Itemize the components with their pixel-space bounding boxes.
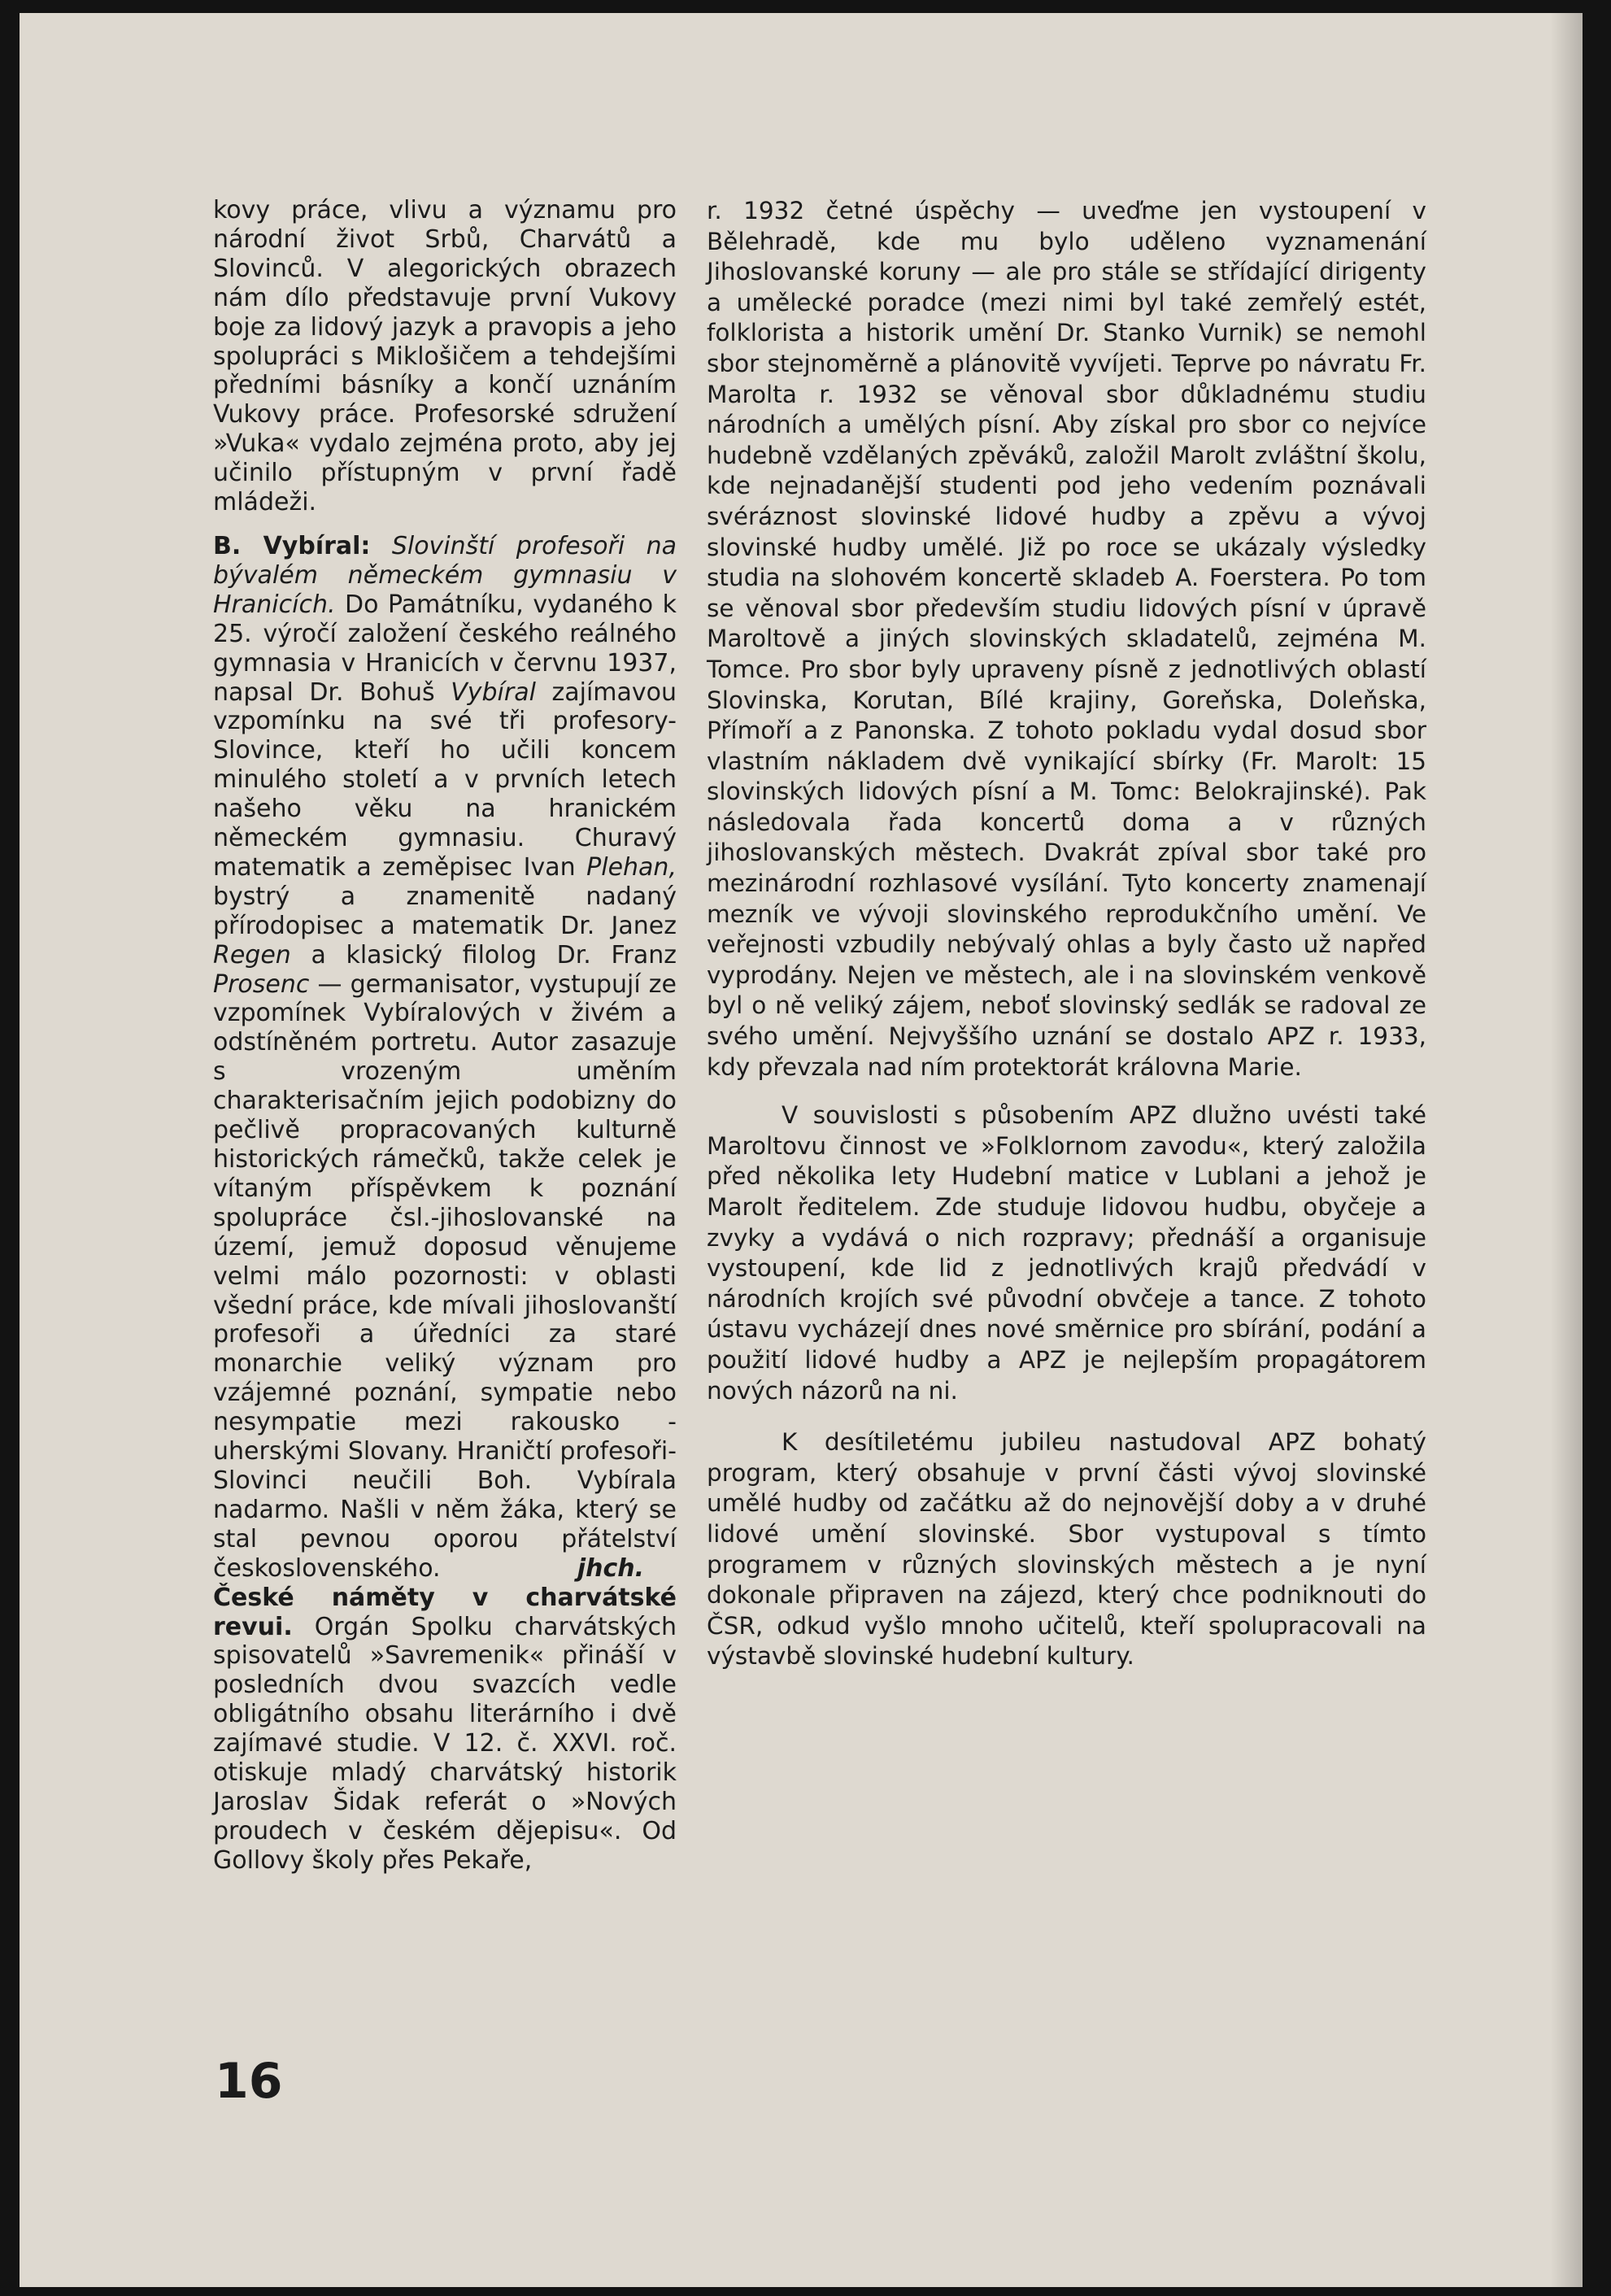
page-number: 16 [215,2053,283,2110]
article-text: Orgán Spolku charvátských spisovatelů »Savremenik« přináší v posledních dvou svazcích vedle obligátního obsahu literárního i dvě zajímavé studie. V 12. č. XXVI. roč. otiskuje mladý charvátský historik Jaroslav Šidak referát o »Nových proudech v českém dějepisu«. Od Gollovy školy přes Pekaře, [213,1612,677,1875]
person-name: Vybíral [451,677,536,707]
article-author: B. Vybíral: [213,531,371,560]
section-heading: České náměty v charvátské revui. [213,1583,677,1641]
paragraph-folklore-institute: V souvislosti s působením APZ dlužno uvésti také Maroltovu činnost ve »Folklornom zavodu«, který založila před několika lety Hudební matice v Lublani a jehož je Marolt ředitelem. Zde studuje lidovou hudbu, obyčeje a zvyky a vydává o nich rozpravy; přednáší a organisuje vystoupení, kde lid z jednotlivých krajů předvádí v národních krojích své původní obvčeje a tance. Z tohoto ústavu vycházejí dnes nové směrnice pro sbírání, podání a použití lidové hudby a APZ je nejlepším propagátorem nových názorů na ni. [707,1101,1426,1405]
paragraph-apz-history: r. 1932 četné úspěchy — uveďme jen vystoupení v Bělehradě, kde mu bylo uděleno vyznamenání Jihoslovanské koruny — ale pro stále se střídající dirigenty a umělecké poradce (mezi nimi byl také zemřelý estét, folklorista a historik umění Dr. Stanko Vurnik) se nemohl sbor stejnoměrně a plánovitě vyvíjeti. Teprve po návratu Fr. Marolta r. 1932 se věnoval sbor důkladnému studiu národních a umělých písní. Aby získal pro sbor co nejvíce hudebně vzdělaných zpěváků, založil Marolt zvláštní školu, kde nejnadanější studenti pod jeho vedením poznávali svéráznost slovinské lidové hudby a zpěvu a vývoj slovinské hudby umělé. Již po roce se ukázaly výsledky studia na slohovém koncertě skladeb A. Foerstera. Po tom se věnoval sbor především studiu lidových písní v úpravě Maroltově a jiných slovinských skladatelů, zejména M. Tomce. Pro sbor byly upraveny písně z jednotlivých oblastí Slovinska, Korutan, Bílé krajiny, Goreňska, Doleňska, Přímoří a z Panonska. Z tohoto pokladu vydal dosud sbor vlastním nákladem dvě vynikající sbírky (Fr. Marolt: 15 slovinských lidových písní a M. Tomc: Belokrajinské). Pak následovala řada koncertů doma a v různých jihoslovanských městech. Dvakrát zpíval sbor také pro mezinárodní rozhlasové vysílání. Tyto koncerty znamenají mezník ve vývoji slovinského reprodukčního umění. Ve veřejnosti vzbudily nebývalý ohlas a byly často už napřed vyprodány. Nejen ve městech, ale i na slovinském venkově byl o ně veliký zájem, neboť slovinský sedlák se radoval ze svého umění. Nejvyššího uznání se dostalo APZ r. 1933, kdy převzala nad ním protektorát královna Marie. [707,197,1426,1081]
right-column [707,196,1426,1672]
paragraph-vuk-book: kovy práce, vlivu a významu pro národní život Srbů, Charvátů a Slovinců. V alegorických obrazech nám dílo představuje první Vukovy boje za lidový jazyk a pravopis a jeho spolupráci s Miklošičem a tehdejšími předními básníky a končí uznáním Vukovy práce. Profesorské sdružení »Vuka« vydalo zejména proto, aby jej učinilo přístupným v první řadě mládeži. [213,196,677,517]
left-column [213,196,677,1876]
article-text: bystrý a znamenitě nadaný přírodopisec a matematik Dr. Janez [213,882,677,940]
paragraph-croatian-revue [213,1584,677,1876]
paragraph-vybiral-article [213,532,677,1584]
author-signature: jhch. [577,1553,644,1583]
article-title: Slovinští profesoři na bývalém německém gymnasiu v Hranicích. [213,531,677,619]
article-text: — germanisator, vystupují ze vzpomínek Vybíralových v živém a odstíněném portretu. Autor zasazuje s vrozeným uměním charakterisačním jejich podobizny do pečlivě propracovaných kulturně historických rámečků, takže celek je vítaným příspěvkem k poznání spolupráce čsl.-jihoslovanské na území, jemuž doposud věnujeme velmi málo pozornosti: v oblasti všední práce, kde mívali jihoslovanští profesoři a úředníci za staré monarchie veliký význam pro vzájemné poznání, sympatie nebo nesympatie mezi rakousko - uherskými Slovany. Hraničtí profesoři-Slovinci neučili Boh. Vybírala nadarmo. Našli v něm žáka, který se stal pevnou oporou přátelství československého. [213,969,677,1583]
article-text: Do Památníku, vydaného k 25. výročí založení českého reálného gymnasia v Hranicích v červnu 1937, napsal Dr. Bohuš [213,590,677,707]
book-page [20,13,1583,2287]
person-name: Plehan, [586,852,677,882]
paragraph-jubilee-program: K desítiletému jubileu nastudoval APZ bohatý program, který obsahuje v první části vývoj slovinské umělé hudby od začátku až do nejnovější doby a v druhé lidové umění slovinské. Sbor vystupoval s tímto programem v různých slovinských městech a je nyní dokonale připraven na zájezd, který chce podniknouti do ČSR, odkud vyšlo mnoho učitelů, kteří spolupracovali na výstavbě slovinské hudební kultury. [707,1428,1426,1671]
article-text: zajímavou vzpomínku na své tři profesory-Slovince, kteří ho učili koncem minulého století a v prvních letech našeho věku na hranickém německém gymnasiu. Churavý matematik a zeměpisec Ivan [213,677,677,882]
person-name: Prosenc [213,969,310,999]
article-text: a klasický filolog Dr. Franz [311,940,677,969]
person-name: Regen [213,940,291,969]
